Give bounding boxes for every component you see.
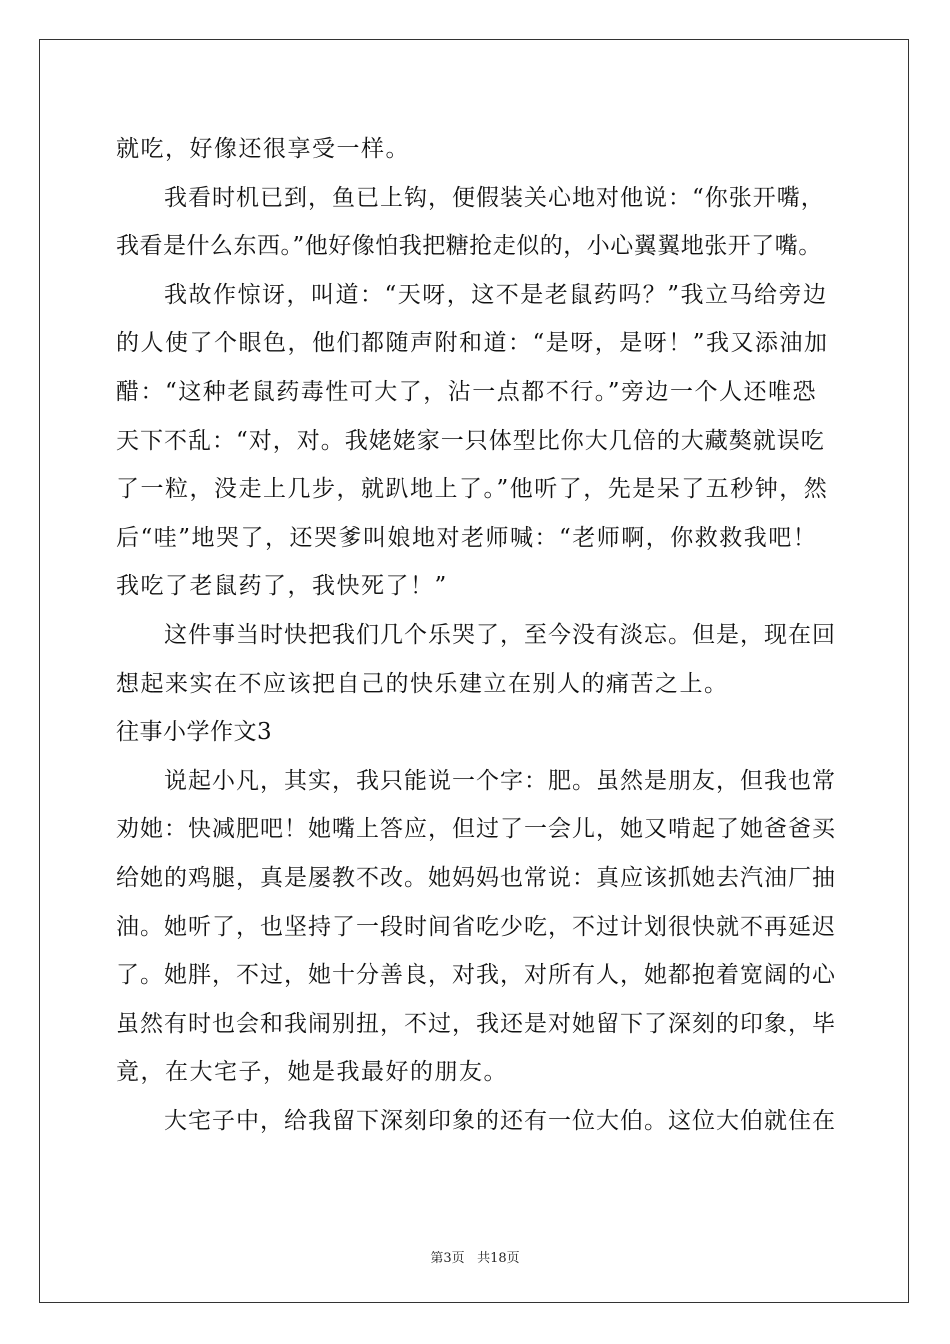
text-line: 就吃，好像还很享受一样。 xyxy=(116,136,410,162)
document-body xyxy=(116,125,836,1145)
text-line: 了。她胖，不过，她十分善良，对我，对所有人，她都抱着宽阔的心 xyxy=(116,962,836,989)
text-line: 竟，在大宅子，她是我最好的朋友。 xyxy=(116,1059,508,1086)
text-line: 我看是什么东西。”他好像怕我把糖抢走似的，小心翼翼地张开了嘴。 xyxy=(116,233,822,260)
text-line: 大宅子中，给我留下深刻印象的还有一位大伯。这位大伯就住在 xyxy=(164,1107,836,1134)
text-line: 的人使了个眼色，他们都随声附和道：“是呀，是呀！”我又添油加 xyxy=(116,330,829,357)
page-footer xyxy=(0,1247,950,1266)
text-line: 给她的鸡腿，真是屡教不改。她妈妈也常说：真应该抓她去汽油厂抽 xyxy=(116,864,836,891)
text-line: 后“哇”地哭了，还哭爹叫娘地对老师喊：“老师啊，你救救我吧！ xyxy=(116,524,818,551)
text-line: 醋：“这种老鼠药毒性可大了，沾一点都不行。”旁边一个人还唯恐 xyxy=(116,378,818,405)
section-heading: 往事小学作文3 xyxy=(116,719,273,746)
text-line: 劝她：快减肥吧！她嘴上答应，但过了一会儿，她又啃起了她爸爸买 xyxy=(116,816,836,843)
text-line: 我吃了老鼠药了，我快死了！” xyxy=(116,573,448,600)
page-total: 共18页 xyxy=(477,1251,520,1266)
text-line: 说起小凡，其实，我只能说一个字：肥。虽然是朋友，但我也常 xyxy=(164,767,836,794)
text-line: 我看时机已到，鱼已上钩，便假装关心地对他说：“你张开嘴， xyxy=(164,184,825,211)
page-number: 第3页 xyxy=(430,1251,465,1266)
text-line: 了一粒，没走上几步，就趴地上了。”他听了，先是呆了五秒钟，然 xyxy=(116,476,829,503)
text-line: 虽然有时也会和我闹别扭，不过，我还是对她留下了深刻的印象，毕 xyxy=(116,1010,836,1037)
text-line: 天下不乱：“对，对。我姥姥家一只体型比你大几倍的大藏獒就误吃 xyxy=(116,427,825,454)
text-line: 想起来实在不应该把自己的快乐建立在别人的痛苦之上。 xyxy=(116,670,729,697)
text-line: 油。她听了，也坚持了一段时间省吃少吃，不过计划很快就不再延迟 xyxy=(116,913,836,940)
text-line: 我故作惊讶，叫道：“天呀，这不是老鼠药吗？”我立马给旁边 xyxy=(164,281,828,308)
text-line: 这件事当时快把我们几个乐哭了，至今没有淡忘。但是，现在回 xyxy=(164,621,836,648)
